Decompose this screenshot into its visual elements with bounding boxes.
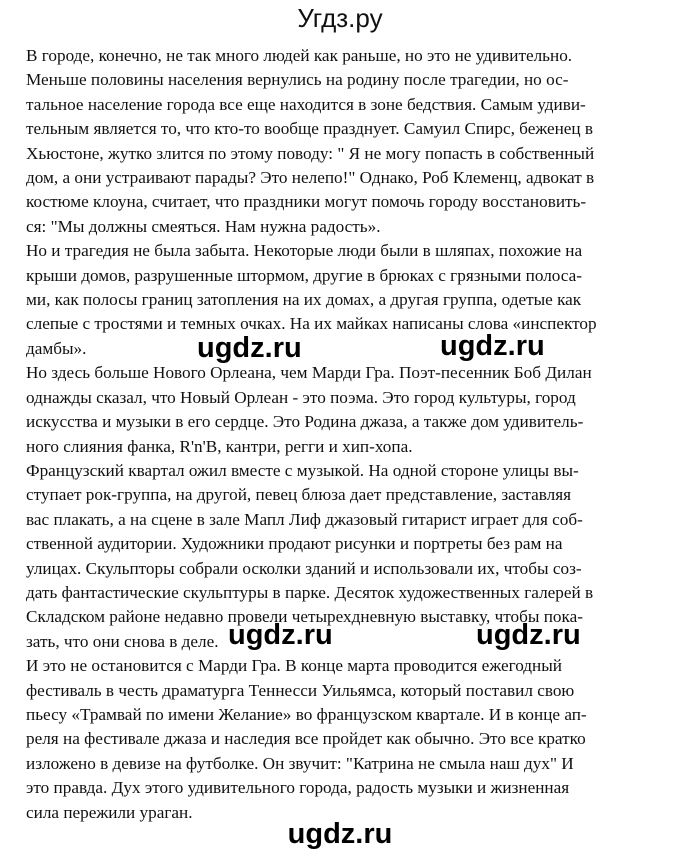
text-line: сила пережили ураган. [26,802,193,822]
text-line: изложено в девизе на футболке. Он звучит: "Катрина не смыла наш дух" И [26,753,574,773]
watermark: ugdz.ru [476,619,581,651]
text-line: однажды сказал, что Новый Орлеан - это поэма. Это город культуры, город [26,387,576,407]
text-line: искусства и музыки в его сердце. Это Родина джаза, а также дом удивитель- [26,412,584,432]
text-line: Но здесь больше Нового Орлеана, чем Марди Гра. Поэт-песенник Боб Дилан [26,363,592,383]
watermark: ugdz.ru [440,330,545,362]
text-line: тальное население города все еще находится в зоне бедствия. Самым удиви- [26,94,586,114]
watermark: ugdz.ru [287,818,393,850]
text-line: Меньше половины населения вернулись на родину после трагедии, но ос- [26,70,569,90]
text-line: улицах. Скульпторы собрали осколки зданий и использовали их, чтобы соз- [26,558,582,578]
text-line: ного слияния фанка, R'n'B, кантри, регги и хип-хопа. [26,436,413,456]
text-line: Хьюстоне, жутко злится по этому поводу: " Я не могу попасть в собственный [26,143,595,163]
text-line: Французский квартал ожил вместе с музыкой. На одной стороне улицы вы- [26,460,579,480]
text-line: вас плакать, а на сцене в зале Мапл Лиф джазовый гитарист играет для соб- [26,509,583,529]
text-line: дамбы». [26,338,87,358]
text-line: фестиваль в честь драматурга Теннесси Уильямса, который поставил свою [26,680,575,700]
text-line: Но и трагедия не была забыта. Некоторые люди были в шляпах, похожие на [26,241,583,261]
text-line: тельным является то, что кто-то вообще празднует. Самуил Спирс, беженец в [26,119,594,139]
text-line: ся: "Мы должны смеяться. Нам нужна радость». [26,216,381,236]
text-line: И это не остановится с Марди Гра. В конце марта проводится ежегодный [26,656,562,676]
text-line: костюме клоуна, считает, что праздники могут помочь городу восстановить- [26,192,587,212]
article-text [26,44,666,825]
text-line: ступает рок-группа, на другой, певец блюза дает представление, заставляя [26,485,572,505]
text-line: Складском районе недавно провели четырехдневную выставку, чтобы пока- [26,607,583,627]
watermark: ugdz.ru [228,619,333,651]
text-line: В городе, конечно, не так много людей как раньше, но это не удивительно. [26,46,573,65]
text-line: ственной аудитории. Художники продают рисунки и портреты без рам на [26,534,563,554]
text-line: зать, что они снова в деле. [26,631,219,651]
text-line: слепые с тростями и темных очках. На их майках написаны слова «инспектор [26,314,597,334]
site-title: Угдз.ру [297,3,383,33]
text-line: ми, как полосы границ затопления на их домах, а другая группа, одетые как [26,290,582,310]
text-line: дом, а они устраивают парады? Это нелепо!" Однако, Роб Клеменц, адвокат в [26,168,595,188]
text-line: реля на фестивале джаза и наследия все пройдет как обычно. Это все кратко [26,729,586,749]
text-line: крыши домов, разрушенные штормом, другие в брюках с грязными полоса- [26,265,582,285]
watermark: ugdz.ru [197,332,302,364]
text-line: пьесу «Трамвай по имени Желание» во французском квартале. И в конце ап- [26,704,587,724]
text-line: это правда. Дух этого удивительного города, радость музыки и жизненная [26,778,570,798]
text-line: дать фантастические скульптуры в парке. Десяток художественных галерей в [26,582,594,602]
